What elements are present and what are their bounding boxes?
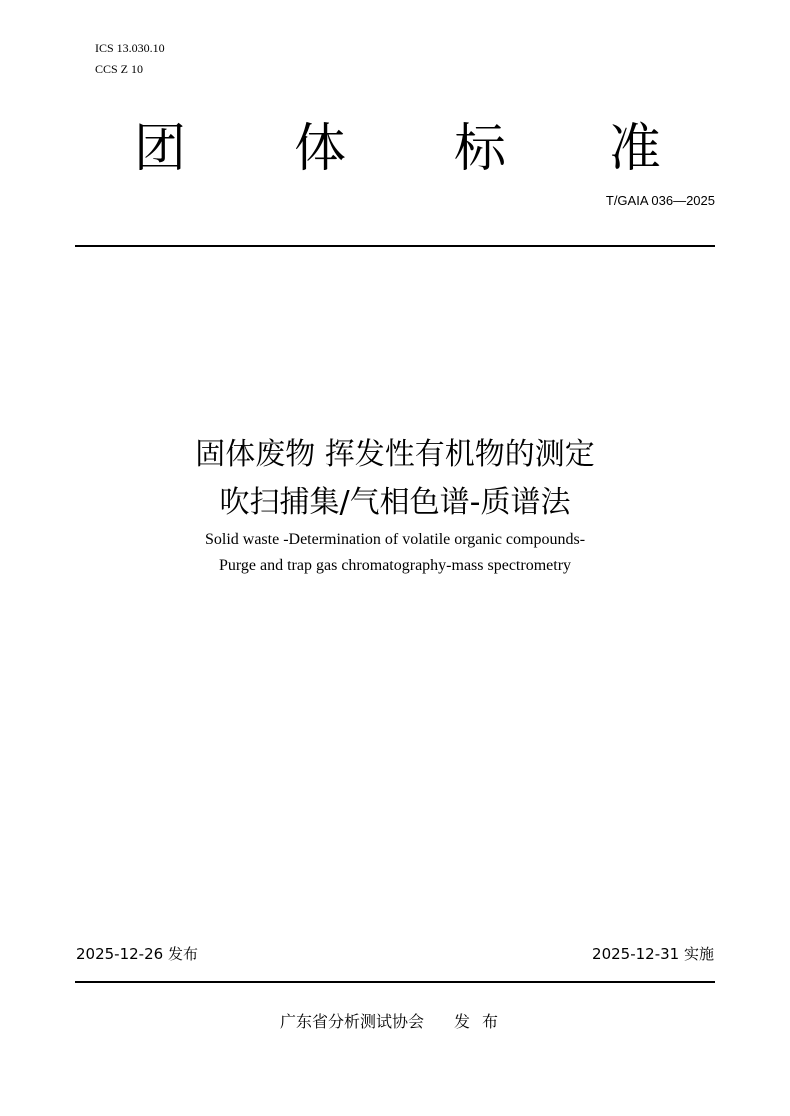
title-cn-line-2: 吹扫捕集/气相色谱-质谱法: [219, 485, 571, 520]
ics-code: ICS 13.030.10: [95, 41, 165, 55]
standard-type-char: 体: [293, 119, 346, 179]
bottom-divider: [75, 981, 715, 983]
standard-number: T/GAIA 036—2025: [605, 193, 715, 208]
top-divider: [75, 245, 715, 247]
standard-type-heading: [0, 118, 790, 184]
publisher-action: 发布: [454, 1012, 511, 1031]
title-en-line-1: Solid waste -Determination of volatile organic compounds-: [204, 531, 586, 548]
standard-type-char: 准: [608, 119, 661, 179]
publisher-line: [0, 1011, 790, 1033]
title-en-line-2: Purge and trap gas chromatography-mass spectrometry: [218, 557, 572, 574]
title-cn-line-1: 固体废物 挥发性有机物的测定: [195, 437, 595, 472]
ccs-code: CCS Z 10: [95, 62, 144, 76]
standard-type-char: 团: [133, 119, 186, 179]
publisher-name: 广东省分析测试协会: [279, 1012, 424, 1031]
issue-date: 2025-12-26 发布: [76, 945, 198, 963]
implementation-date: 2025-12-31 实施: [592, 945, 714, 963]
standard-type-char: 标: [453, 119, 506, 179]
